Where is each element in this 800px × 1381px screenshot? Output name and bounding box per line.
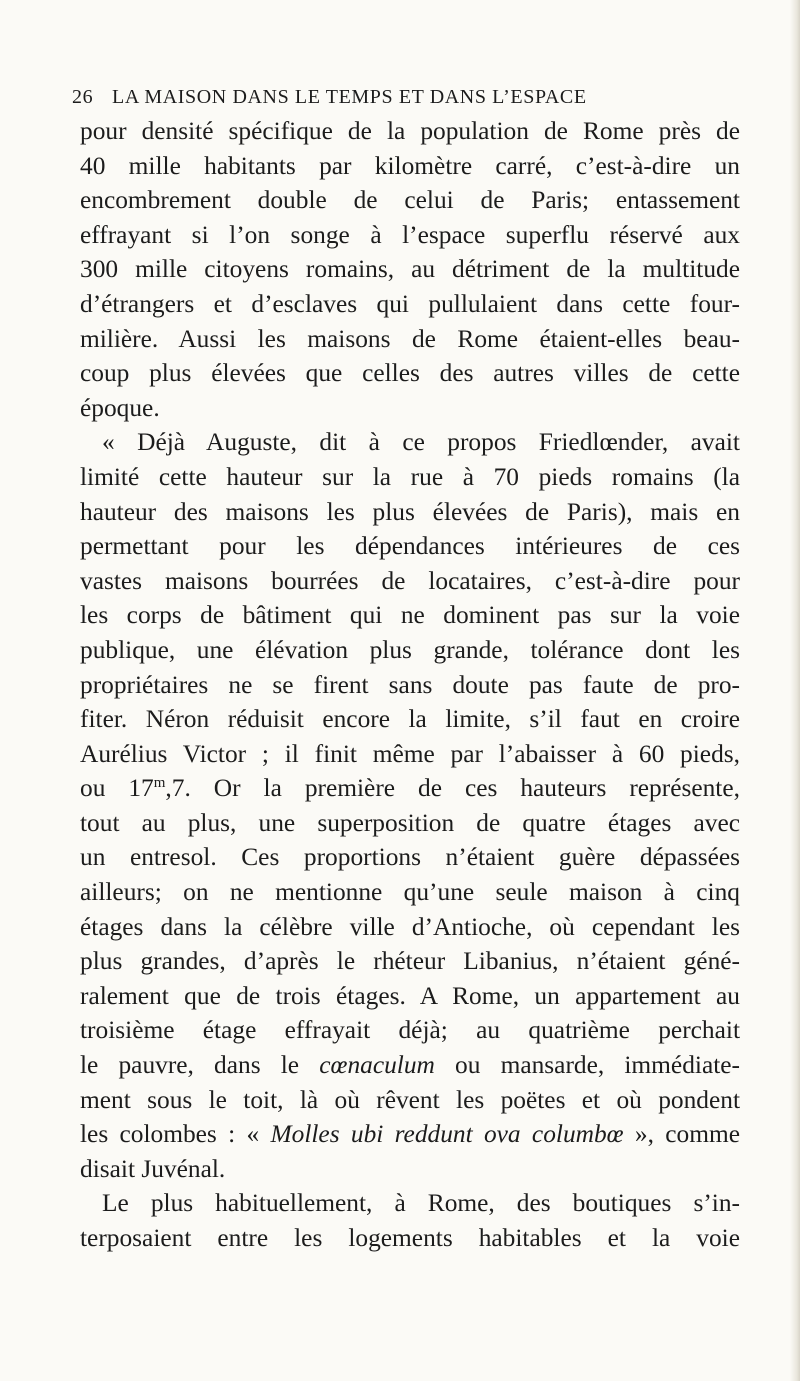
text-line: troisième étage effrayait déjà; au quatrième perchait: [80, 1016, 740, 1045]
text-run: ou 17: [80, 774, 154, 803]
text-line: [80, 1048, 740, 1083]
italic-term: cœnaculum: [319, 1051, 435, 1080]
text-line: Le plus habituellement, à Rome, des boutiques s’in-: [102, 1189, 740, 1218]
text-line: permettant pour les dépendances intérieures de ces: [80, 532, 740, 561]
text-line: un entresol. Ces proportions n’étaient guère dépassées: [80, 843, 740, 872]
text-line: publique, une élévation plus grande, tolérance dont les: [80, 635, 740, 664]
body-text: [80, 114, 740, 1256]
text-line: disait Juvénal.: [80, 1154, 226, 1183]
text-line: plus grandes, d’après le rhéteur Libanius, n’étaient géné-: [80, 947, 740, 976]
page-number: 26: [72, 86, 94, 108]
text-run: ,7. Or la première de ces hauteurs représente,: [165, 774, 740, 803]
text-line: propriétaires ne se firent sans doute pas faute de pro-: [80, 670, 740, 699]
text-line: ment sous le toit, là où rêvent les poëtes et où pondent: [80, 1085, 740, 1114]
text-line: effrayant si l’on songe à l’espace superflu réservé aux: [80, 220, 740, 249]
text-line: époque.: [80, 393, 160, 422]
text-line: encombrement double de celui de Paris; entassement: [80, 186, 740, 215]
text-line: 40 mille habitants par kilomètre carré, c’est-à-dire un: [80, 151, 740, 180]
text-line: [80, 771, 740, 806]
text-run: », comme: [623, 1120, 740, 1149]
text-line: ailleurs; on ne mentionne qu’une seule maison à cinq: [80, 878, 740, 907]
text-line: 300 mille citoyens romains, au détriment de la multitude: [80, 255, 740, 284]
text-line: terposaient entre les logements habitables et la voie: [80, 1224, 740, 1252]
text-run: le pauvre, dans le: [80, 1051, 320, 1080]
text-line: [80, 1117, 740, 1152]
text-line: hauteur des maisons les plus élevées de Paris), mais en: [80, 497, 740, 526]
text-line: limité cette hauteur sur la rue à 70 pieds romains (la: [80, 462, 740, 491]
running-head: [72, 86, 752, 109]
text-line: vastes maisons bourrées de locataires, c’est-à-dire pour: [80, 566, 740, 595]
text-line: ralement que de trois étages. A Rome, un appartement au: [80, 981, 740, 1010]
text-run: ou mansarde, immédiate-: [434, 1051, 740, 1080]
text-line: milière. Aussi les maisons de Rome étaient-elles beau-: [80, 324, 740, 353]
running-head-title: LA MAISON DANS LE TEMPS ET DANS L’ESPACE: [112, 86, 587, 108]
superscript-unit: m: [153, 775, 166, 792]
text-line: « Déjà Auguste, dit à ce propos Friedlœnder, avait: [102, 428, 740, 457]
text-line: Aurélius Victor ; il finit même par l’abaisser à 60 pieds,: [80, 739, 740, 768]
italic-quote: Molles ubi reddunt ova columbœ: [270, 1120, 624, 1149]
text-line: coup plus élevées que celles des autres villes de cette: [80, 359, 740, 388]
text-run: les colombes : «: [80, 1120, 271, 1149]
text-line: fiter. Néron réduisit encore la limite, s’il faut en croire: [80, 705, 740, 734]
text-line: pour densité spécifique de la population de Rome près de: [80, 117, 740, 145]
text-line: étages dans la célèbre ville d’Antioche, où cependant les: [80, 912, 740, 941]
text-line: d’étrangers et d’esclaves qui pullulaient dans cette four-: [80, 289, 740, 318]
text-line: tout au plus, une superposition de quatre étages avec: [80, 808, 740, 837]
page-edge-shadow: [790, 0, 800, 1381]
text-line: les corps de bâtiment qui ne dominent pas sur la voie: [80, 601, 740, 630]
